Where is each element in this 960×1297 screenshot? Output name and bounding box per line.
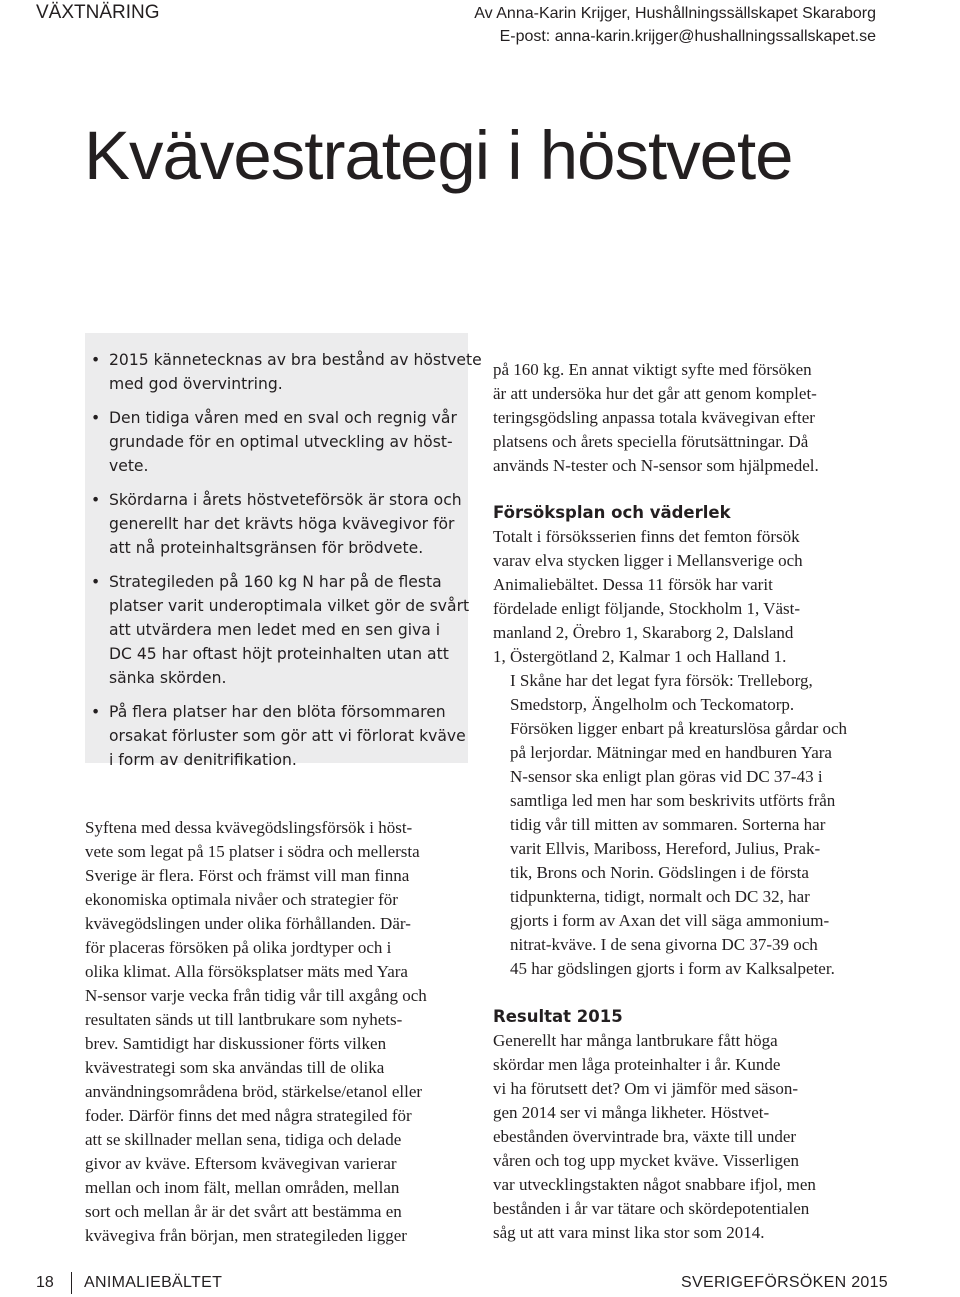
- summary-item-line: grundade för en optimal utveckling av höst-: [109, 433, 453, 451]
- body-line: var utvecklingstakten något snabbare ifjol, men: [493, 1175, 816, 1194]
- summary-item-line: med god övervintring.: [109, 375, 283, 393]
- bullet-icon: •: [91, 409, 101, 427]
- right-intro-paragraph: [493, 358, 873, 478]
- body-line: brev. Samtidigt har diskussioner förts vilken: [85, 1034, 387, 1053]
- body-line: mellan och inom fält, mellan områden, mellan: [85, 1178, 400, 1197]
- footer-publication: ANIMALIEBÄLTET: [84, 1274, 223, 1291]
- body-line: ekonomiska optimala nivåer och strategier för: [85, 890, 398, 909]
- bullet-icon: •: [91, 491, 101, 509]
- body-line: tik, Brons och Norin. Gödslingen i de första: [510, 863, 809, 882]
- left-body-paragraph: [85, 816, 465, 1248]
- body-line: sort och mellan år är det svårt att bestämma en: [85, 1202, 402, 1221]
- body-line: gjorts i form av Axan det vill säga ammonium-: [510, 911, 830, 930]
- page-number: 18: [36, 1274, 54, 1291]
- bullet-icon: •: [91, 351, 101, 369]
- body-line: samtliga led men har som beskrivits utförts från: [510, 791, 836, 810]
- page-title: Kvävestrategi i höstvete: [84, 117, 793, 194]
- summary-item: [89, 488, 464, 560]
- body-line: vi ha förutsett det? Om vi jämför med säson-: [493, 1079, 798, 1098]
- author-block: [474, 2, 876, 48]
- body-line: teringsgödsling anpassa totala kvävegivan efter: [493, 408, 815, 427]
- right-paragraph-3: [493, 1029, 873, 1245]
- footer-divider: [71, 1272, 72, 1294]
- body-line: olika klimat. Alla försöksplatser mäts med Yara: [85, 962, 408, 981]
- section-label: VÄXTNÄRING: [36, 2, 160, 23]
- heading-resultat: Resultat 2015: [493, 1007, 623, 1026]
- summary-item: [89, 348, 482, 396]
- summary-item-line: Skördarna i årets höstveteförsök är stora och: [109, 491, 462, 509]
- body-line: är att undersöka hur det går att genom komplet-: [493, 384, 817, 403]
- body-line: tidig vår till mitten av sommaren. Sorterna har: [510, 815, 826, 834]
- body-line: Generellt har många lantbrukare fått höga: [493, 1031, 778, 1050]
- footer-series: SVERIGEFÖRSÖKEN 2015: [681, 1274, 888, 1291]
- body-line: Syftena med dessa kvävegödslingsförsök i höst-: [85, 818, 413, 837]
- summary-item-line: orsakat förluster som gör att vi förlorat kväve: [109, 727, 466, 745]
- body-line: används N-tester och N-sensor som hjälpmedel.: [493, 456, 819, 475]
- body-line: varit Ellvis, Mariboss, Hereford, Julius, Prak-: [510, 839, 821, 858]
- summary-item-line: i form av denitrifikation.: [109, 751, 297, 769]
- body-line: N-sensor varje vecka från tidig vår till axgång och: [85, 986, 427, 1005]
- body-line: platsens och årets speciella förutsättningar. Då: [493, 432, 809, 451]
- body-line: vete som legat på 15 platser i södra och mellersta: [85, 842, 420, 861]
- body-line: att se skillnader mellan sena, tidiga och delade: [85, 1130, 402, 1149]
- bullet-icon: •: [91, 703, 101, 721]
- body-line: Försöken ligger enbart på kreaturslösa gårdar och: [510, 719, 848, 738]
- body-line: såg ut att vara minst lika stor som 2014.: [493, 1223, 765, 1242]
- body-line: kvävegödslingen under olika förhållanden. Där-: [85, 914, 411, 933]
- body-line: Animaliebältet. Dessa 11 försök har varit: [493, 575, 773, 594]
- body-line: varav elva stycken ligger i Mellansverige och: [493, 551, 803, 570]
- body-line: fördelade enligt följande, Stockholm 1, Väst-: [493, 599, 801, 618]
- summary-item-line: På flera platser har den blöta försommaren: [109, 703, 446, 721]
- body-line: gen 2014 ser vi många likheter. Höstvet-: [493, 1103, 770, 1122]
- body-line: våren och tog upp mycket kväve. Visserligen: [493, 1151, 799, 1170]
- body-line: I Skåne har det legat fyra försök: Trelleborg,: [510, 671, 813, 690]
- body-line: 45 har gödslingen gjorts i form av Kalksalpeter.: [510, 959, 835, 978]
- body-line: Sverige är flera. Först och främst vill man finna: [85, 866, 410, 885]
- summary-item-line: DC 45 har oftast höjt proteinhalten utan att: [109, 645, 449, 663]
- body-line: foder. Därför finns det med några strategiled för: [85, 1106, 412, 1125]
- summary-item-line: 2015 kännetecknas av bra bestånd av höstvete: [109, 351, 482, 369]
- right-paragraph-2: [493, 669, 873, 981]
- body-line: skördar men låga proteinhalter i år. Kunde: [493, 1055, 781, 1074]
- summary-item-line: Strategileden på 160 kg N har på de flesta: [109, 573, 442, 591]
- body-line: användningsområdena bröd, stärkelse/etanol eller: [85, 1082, 423, 1101]
- heading-forsoksplan: Försöksplan och väderlek: [493, 503, 731, 522]
- body-line: för placeras försöken på olika jordtyper och i: [85, 938, 392, 957]
- body-line: ebestånden övervintrade bra, växte till under: [493, 1127, 797, 1146]
- body-line: på 160 kg. En annat viktigt syfte med försöken: [493, 360, 812, 379]
- body-line: manland 2, Örebro 1, Skaraborg 2, Dalsland: [493, 623, 794, 642]
- summary-item-line: vete.: [109, 457, 149, 475]
- body-line: kvävegiva från början, men strategileden ligger: [85, 1226, 407, 1245]
- summary-item: [89, 570, 470, 690]
- body-line: bestånden i år var tätare och skördepotentialen: [493, 1199, 810, 1218]
- body-line: Smedstorp, Ängelholm och Teckomatorp.: [510, 695, 795, 714]
- body-line: Totalt i försöksserien finns det femton försök: [493, 527, 800, 546]
- summary-item-line: generellt har det krävts höga kvävegivor för: [109, 515, 455, 533]
- bullet-icon: •: [91, 573, 101, 591]
- right-paragraph-1: [493, 525, 873, 669]
- body-line: givor av kväve. Eftersom kvävegivan varierar: [85, 1154, 397, 1173]
- summary-item-line: sänka skörden.: [109, 669, 227, 687]
- summary-item-line: Den tidiga våren med en sval och regnig vår: [109, 409, 457, 427]
- body-line: nitrat-kväve. I de sena givorna DC 37-39 och: [510, 935, 818, 954]
- author-line: Av Anna-Karin Krijger, Hushållningssällskapet Skaraborg: [474, 5, 876, 22]
- body-line: N-sensor ska enligt plan göras vid DC 37-43 i: [510, 767, 823, 786]
- summary-list: [89, 348, 482, 772]
- right-column: [493, 358, 873, 1245]
- author-email: E-post: anna-karin.krijger@hushallningssallskapet.se: [499, 28, 876, 45]
- body-line: resultaten sänds ut till lantbrukare som nyhets-: [85, 1010, 403, 1029]
- left-column-body: [85, 816, 465, 1248]
- summary-box: [85, 333, 482, 769]
- body-line: 1, Östergötland 2, Kalmar 1 och Halland 1.: [493, 647, 787, 666]
- summary-item-line: att nå proteinhaltsgränsen för brödvete.: [109, 539, 424, 557]
- body-line: tidpunkterna, tidigt, normalt och DC 32, har: [510, 887, 810, 906]
- body-line: kvävestrategi som ska användas till de olika: [85, 1058, 385, 1077]
- summary-item: [89, 700, 464, 772]
- summary-item: [89, 406, 464, 478]
- body-line: på lerjordar. Mätningar med en handburen Yara: [510, 743, 832, 762]
- summary-item-line: platser varit underoptimala vilket gör de svårt: [109, 597, 470, 615]
- summary-item-line: att utvärdera men ledet med en sen giva i: [109, 621, 441, 639]
